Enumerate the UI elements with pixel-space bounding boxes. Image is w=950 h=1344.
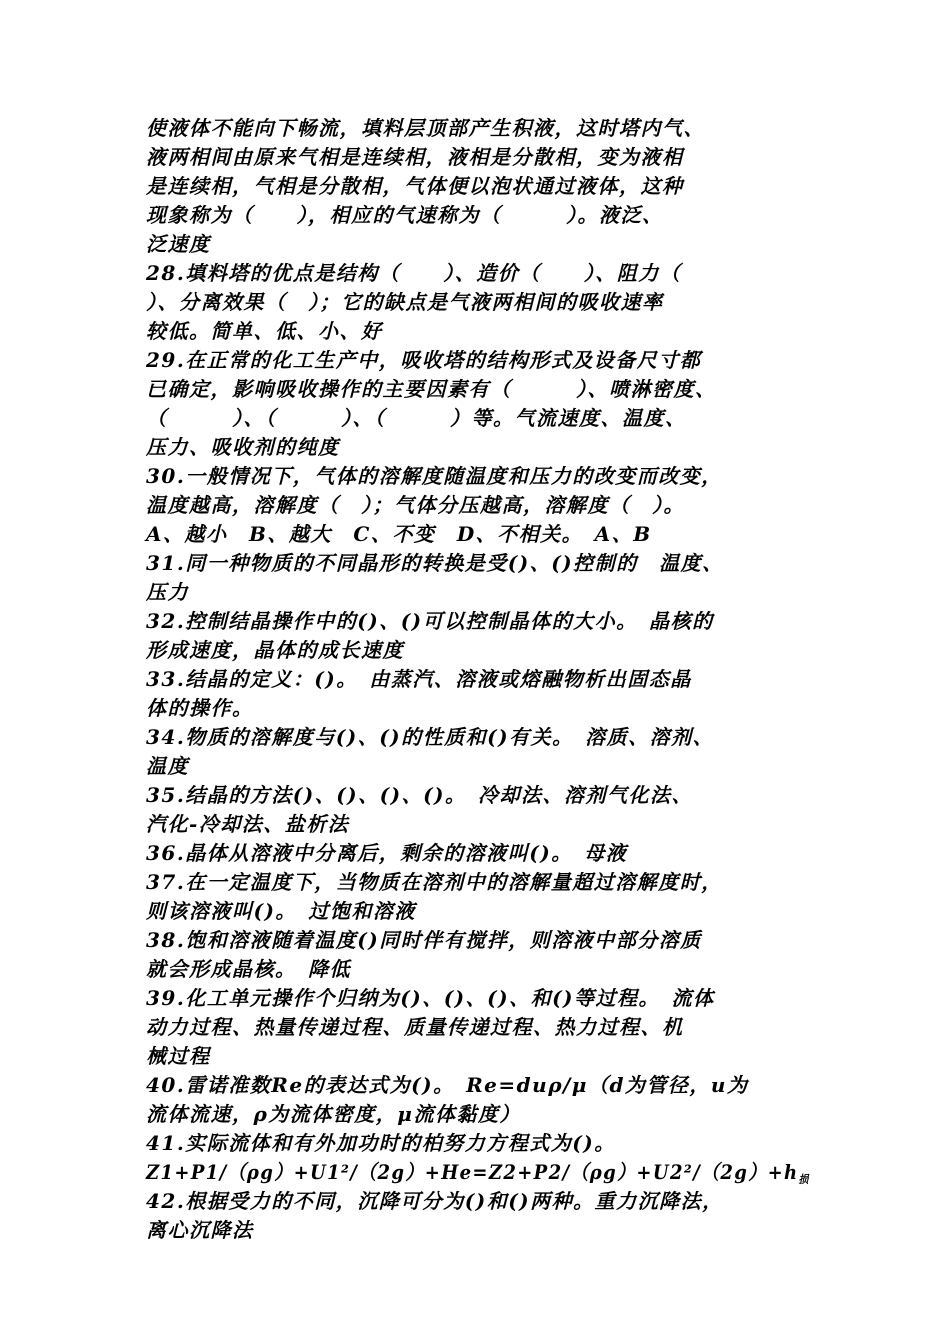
text-line: 33.结晶的定义：()。 由蒸汽、溶液或熔融物析出固态晶 bbox=[146, 667, 692, 691]
text-line: 现象称为（ ），相应的气速称为（ ）。液泛、 bbox=[146, 203, 664, 227]
text-line: 41.实际流体和有外加功时的柏努力方程式为()。 bbox=[146, 1131, 616, 1155]
text-line: 35.结晶的方法()、()、()、()。 冷却法、溶剂气化法、 bbox=[146, 783, 693, 807]
text-line: （ ）、（ ）、（ ）等。气流速度、温度、 bbox=[146, 406, 687, 430]
text-line: 流体流速，ρ为流体密度，μ流体黏度） bbox=[146, 1102, 521, 1126]
text-line: 42.根据受力的不同，沉降可分为()和()两种。重力沉降法， bbox=[146, 1189, 724, 1213]
text-line: 就会形成晶核。 降低 bbox=[146, 957, 351, 981]
text-line: 形成速度，晶体的成长速度 bbox=[146, 638, 404, 662]
text-line: 是连续相，气相是分散相，气体便以泡状通过液体，这种 bbox=[146, 174, 684, 198]
equation-line bbox=[146, 1158, 810, 1187]
text-line: 已确定，影响吸收操作的主要因素有（ ）、喷淋密度、 bbox=[146, 377, 717, 401]
text-line: 30.一般情况下，气体的溶解度随温度和压力的改变而改变， bbox=[146, 464, 723, 488]
text-line: 压力、吸收剂的纯度 bbox=[146, 435, 340, 459]
text-line: 36.晶体从溶液中分离后，剩余的溶液叫()。 母液 bbox=[146, 841, 628, 865]
text-line: 温度越高，溶解度（ ）；气体分压越高，溶解度（ ）。 bbox=[146, 493, 685, 517]
bernoulli-equation: Z1+P1/（ρg）+U1²/（2g）+He=Z2+P2/（ρg）+U2²/（2g）+h bbox=[146, 1160, 799, 1184]
text-line: 40.雷诺准数Re的表达式为()。 Re=duρ/μ（d为管径，u为 bbox=[146, 1073, 749, 1097]
text-line: ）、分离效果（ ）；它的缺点是气液两相间的吸收速率 bbox=[146, 290, 664, 314]
text-line: 械过程 bbox=[146, 1044, 211, 1068]
text-line: 较低。简单、低、小、好 bbox=[146, 319, 383, 343]
text-line: 使液体不能向下畅流，填料层顶部产生积液，这时塔内气、 bbox=[146, 116, 705, 140]
text-line: 动力过程、热量传递过程、质量传递过程、热力过程、机 bbox=[146, 1015, 684, 1039]
text-line: 29.在正常的化工生产中，吸收塔的结构形式及设备尺寸都 bbox=[146, 348, 702, 372]
text-line: A、越小 B、越大 C、不变 D、不相关。 A、B bbox=[146, 522, 652, 546]
text-line: 38.饱和溶液随着温度()同时伴有搅拌，则溶液中部分溶质 bbox=[146, 928, 702, 952]
text-line: 体的操作。 bbox=[146, 696, 254, 720]
text-line: 34.物质的溶解度与()、()的性质和()有关。 溶质、溶剂、 bbox=[146, 725, 715, 749]
text-line: 37.在一定温度下，当物质在溶剂中的溶解量超过溶解度时， bbox=[146, 870, 723, 894]
document-page bbox=[146, 114, 810, 1245]
text-line: 39.化工单元操作个归纳为()、()、()、和()等过程。 流体 bbox=[146, 986, 715, 1010]
text-line: 31.同一种物质的不同晶形的转换是受()、()控制的 温度、 bbox=[146, 551, 724, 575]
text-line: 离心沉降法 bbox=[146, 1218, 254, 1242]
text-line: 32.控制结晶操作中的()、()可以控制晶体的大小。 晶核的 bbox=[146, 609, 714, 633]
text-line: 压力 bbox=[146, 580, 189, 604]
subscript-label: 损 bbox=[798, 1173, 810, 1186]
text-line: 汽化-冷却法、盐析法 bbox=[146, 812, 350, 836]
text-line: 温度 bbox=[146, 754, 189, 778]
text-line: 泛速度 bbox=[146, 232, 211, 256]
text-line: 则该溶液叫()。 过饱和溶液 bbox=[146, 899, 416, 923]
text-line: 液两相间由原来气相是连续相，液相是分散相，变为液相 bbox=[146, 145, 684, 169]
text-line: 28.填料塔的优点是结构（ ）、造价（ ）、阻力（ bbox=[146, 261, 682, 285]
